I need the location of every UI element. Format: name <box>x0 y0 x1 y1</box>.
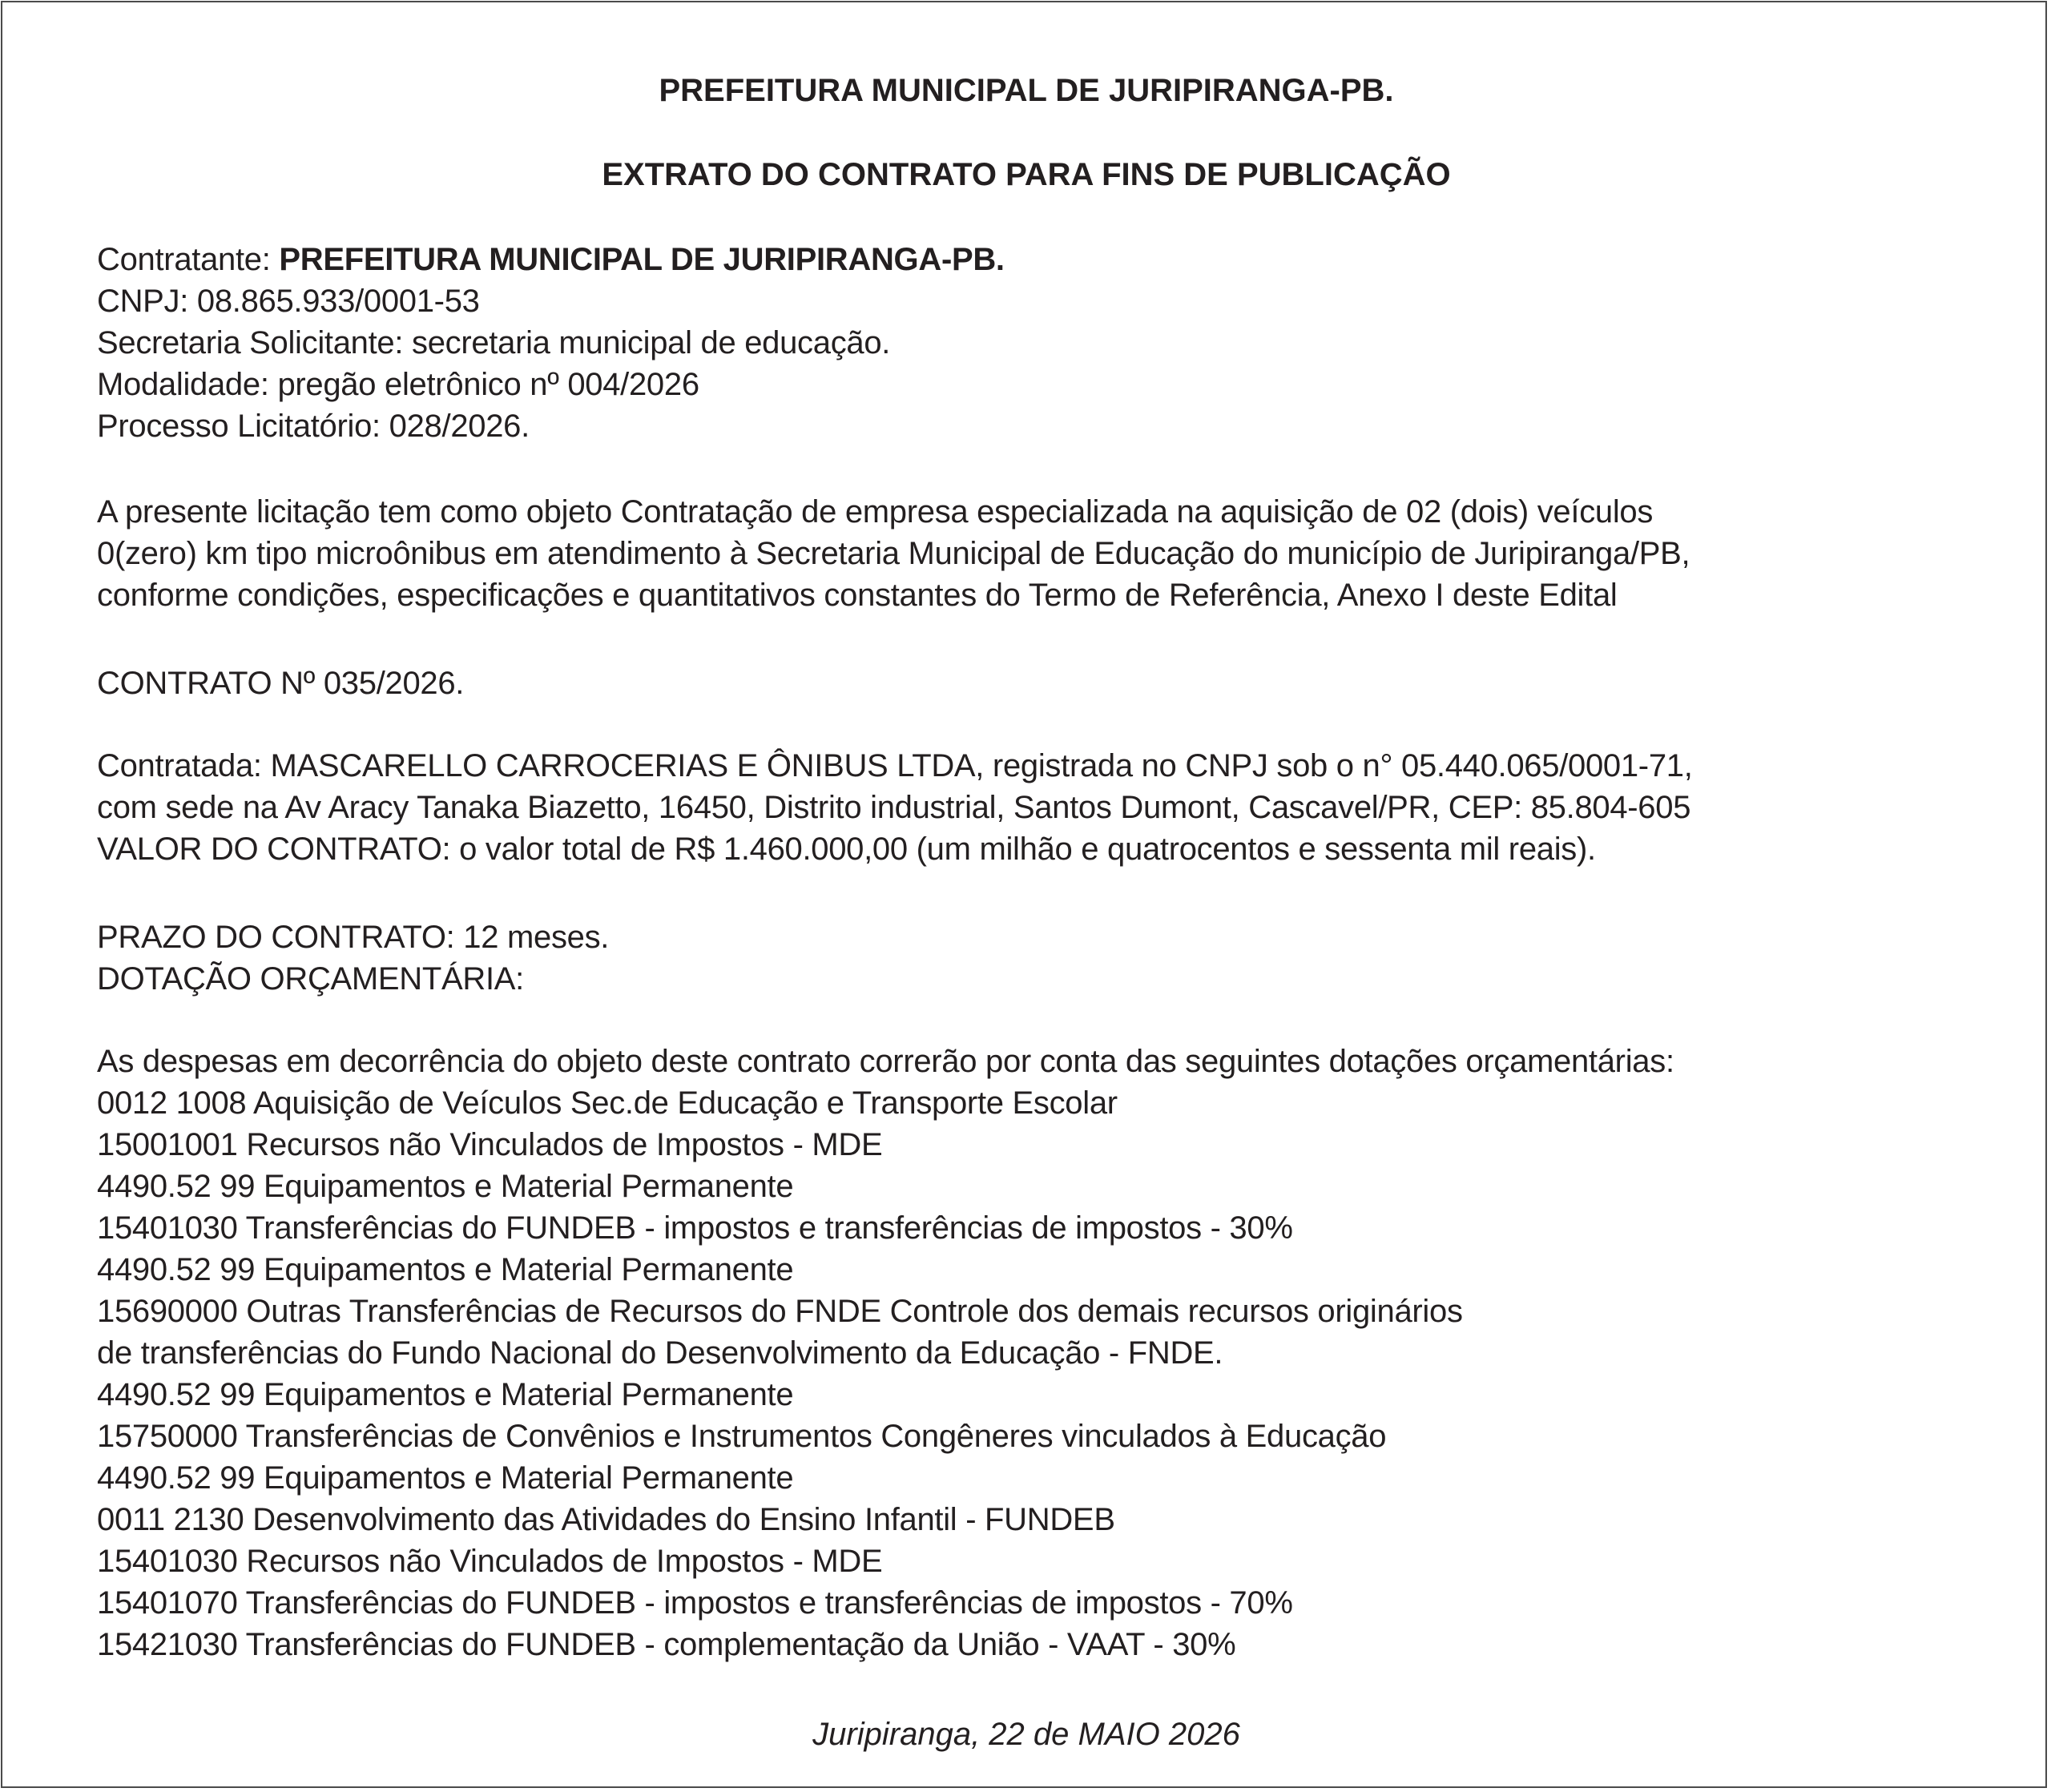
contrato-numero: CONTRATO Nº 035/2026. <box>97 666 465 701</box>
contratante-label: Contratante: <box>97 242 280 277</box>
dotacao-item: As despesas em decorrência do objeto deste contrato correrão por conta das seguintes dotações orçamentárias: <box>97 1044 1674 1079</box>
prazo-dotacao-block <box>97 916 609 1000</box>
dotacao-item: 15401030 Recursos não Vinculados de Impostos - MDE <box>97 1544 883 1579</box>
document-title: PREFEITURA MUNICIPAL DE JURIPIRANGA-PB. <box>659 73 1394 108</box>
dotacao-item: 15001001 Recursos não Vinculados de Impostos - MDE <box>97 1127 883 1162</box>
document-frame <box>1 1 2047 1788</box>
contratada-paragraph <box>97 745 1693 870</box>
prazo-line: PRAZO DO CONTRATO: 12 meses. <box>97 920 610 955</box>
dotacao-item: 15401030 Transferências do FUNDEB - impostos e transferências de impostos - 30% <box>97 1210 1293 1246</box>
cnpj-line: CNPJ: 08.865.933/0001-53 <box>97 284 480 319</box>
dotacao-item: 4490.52 99 Equipamentos e Material Permanente <box>97 1460 794 1496</box>
dotacao-item: 4490.52 99 Equipamentos e Material Permanente <box>97 1377 794 1412</box>
objeto-line: conforme condições, especificações e quantitativos constantes do Termo de Referência, Anexo I deste Edital <box>97 578 1618 613</box>
dotacao-item: 15421030 Transferências do FUNDEB - complementação da União - VAAT - 30% <box>97 1627 1236 1662</box>
contratante-value: PREFEITURA MUNICIPAL DE JURIPIRANGA-PB. <box>279 242 1005 277</box>
dotacoes-list <box>97 1041 1674 1665</box>
dotacao-item: 15750000 Transferências de Convênios e Instrumentos Congêneres vinculados à Educação <box>97 1419 1387 1454</box>
dotacao-item: 0011 2130 Desenvolvimento das Atividades do Ensino Infantil - FUNDEB <box>97 1502 1115 1537</box>
contract-header-info <box>97 239 1005 447</box>
dotacao-item: de transferências do Fundo Nacional do Desenvolvimento da Educação - FNDE. <box>97 1335 1223 1371</box>
dotacao-item: 15690000 Outras Transferências de Recursos do FNDE Controle dos demais recursos originários <box>97 1294 1463 1329</box>
contratada-line: Contratada: MASCARELLO CARROCERIAS E ÔNIBUS LTDA, registrada no CNPJ sob o n° 05.440.065/0001-71, <box>97 748 1693 783</box>
contratada-line: com sede na Av Aracy Tanaka Biazetto, 16450, Distrito industrial, Santos Dumont, Cascavel/PR, CEP: 85.804-605 <box>97 790 1691 825</box>
objeto-paragraph <box>97 491 1690 616</box>
dotacao-item: 15401070 Transferências do FUNDEB - impostos e transferências de impostos - 70% <box>97 1585 1293 1621</box>
secretaria-line: Secretaria Solicitante: secretaria municipal de educação. <box>97 325 891 360</box>
processo-line: Processo Licitatório: 028/2026. <box>97 409 530 444</box>
dotacao-item: 4490.52 99 Equipamentos e Material Permanente <box>97 1169 794 1204</box>
contratante-line <box>97 239 1005 280</box>
dotacao-item: 0012 1008 Aquisição de Veículos Sec.de Educação e Transporte Escolar <box>97 1085 1118 1121</box>
objeto-line: 0(zero) km tipo microônibus em atendimento à Secretaria Municipal de Educação do município de Juripiranga/PB, <box>97 536 1690 571</box>
place-date-line: Juripiranga, 22 de MAIO 2026 <box>812 1717 1240 1752</box>
document-subtitle: EXTRATO DO CONTRATO PARA FINS DE PUBLICAÇÃO <box>602 157 1451 192</box>
objeto-line: A presente licitação tem como objeto Contratação de empresa especializada na aquisição de 02 (dois) veículos <box>97 494 1654 530</box>
dotacao-item: 4490.52 99 Equipamentos e Material Permanente <box>97 1252 794 1287</box>
contratada-line: VALOR DO CONTRATO: o valor total de R$ 1.460.000,00 (um milhão e quatrocentos e sessenta mil reais). <box>97 832 1596 867</box>
dotacao-label: DOTAÇÃO ORÇAMENTÁRIA: <box>97 961 524 997</box>
modalidade-line: Modalidade: pregão eletrônico nº 004/2026 <box>97 367 699 402</box>
